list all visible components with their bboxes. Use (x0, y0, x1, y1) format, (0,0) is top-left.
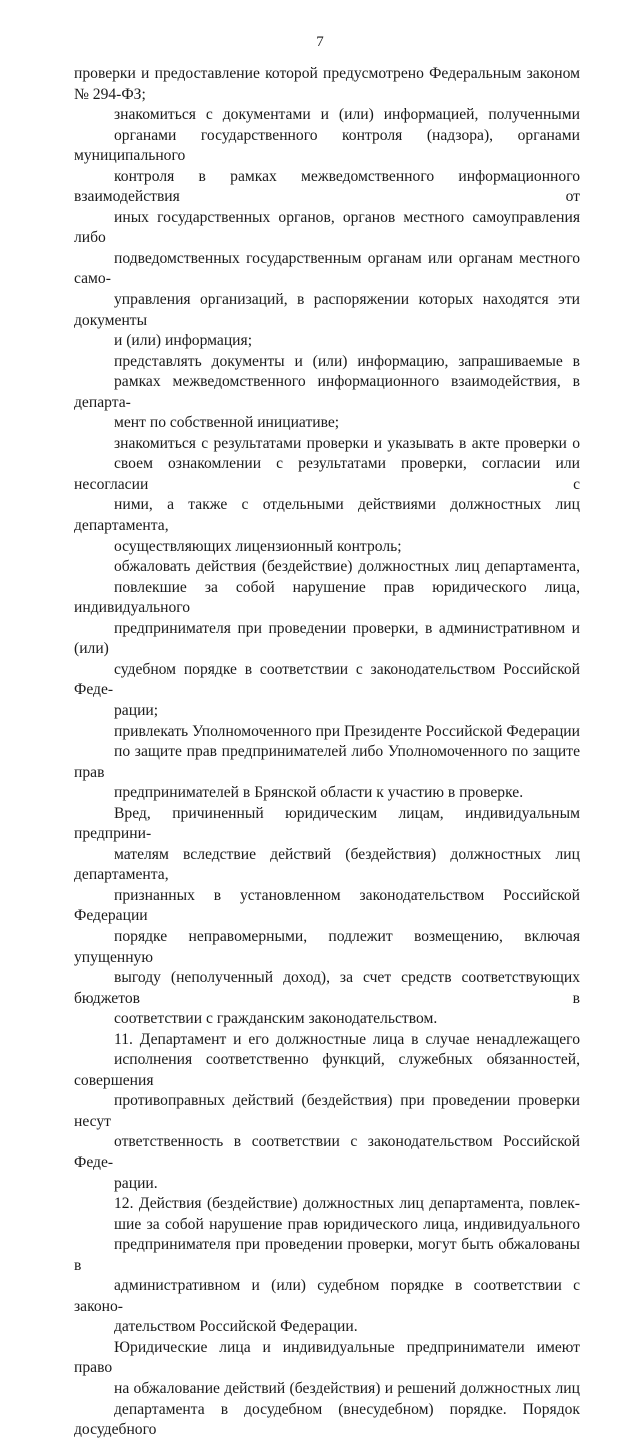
text-line: ответственность в соответствии с законодательством Российской Феде- (74, 1133, 580, 1171)
text-line: судебном порядке в соответствии с законодательством Российской Феде- (74, 660, 580, 699)
text-line: Юридические лица и индивидуальные предприниматели имеют право (74, 1338, 580, 1377)
text-line: предпринимателей в Брянской области к участию в проверке. (114, 784, 524, 802)
text-line: шие за собой нарушение прав юридического лица, индивидуального (114, 1215, 580, 1233)
text-line: знакомиться с документами и (или) информацией, полученными (114, 106, 580, 124)
text-line: по защите прав предпринимателей либо Уполномоченного по защите прав (74, 743, 580, 781)
paragraph (74, 1030, 580, 1194)
text-line: органами государственного контроля (надзора), органами муниципального (74, 126, 580, 165)
paragraph (74, 722, 580, 804)
text-line: повлекшие за собой нарушение прав юридического лица, индивидуального (74, 578, 580, 617)
paragraph (74, 64, 580, 105)
page-number: 7 (316, 34, 324, 50)
text-line: № 294-ФЗ; (74, 85, 146, 103)
paragraph (74, 105, 580, 352)
text-line: контроля в рамках межведомственного информационного взаимодействия от (74, 167, 580, 206)
text-line: рации; (114, 701, 159, 719)
text-line: выгоду (неполученный доход), за счет средств соответствующих бюджетов в (74, 969, 580, 1007)
text-line: на обжалование действий (бездействия) и решений должностных лиц (114, 1380, 580, 1397)
text-line: мент по собственной инициативе; (114, 414, 340, 432)
paragraph (74, 557, 580, 721)
paragraph (74, 434, 580, 557)
text-line: противоправных действий (бездействия) при проведении проверки несут (74, 1092, 580, 1130)
text-line: обжаловать действия (бездействие) должностных лиц департамента, (114, 558, 580, 576)
text-line: подведомственных государственным органам или органам местного само- (74, 249, 580, 288)
text-line: управления организаций, в распоряжении которых находятся эти документы (74, 291, 580, 329)
paragraph (74, 1194, 580, 1338)
paragraph (74, 352, 580, 434)
text-line: предпринимателя при проведении проверки, могут быть обжалованы в (74, 1236, 580, 1274)
text-line: соответствии с гражданским законодательством. (114, 1010, 438, 1028)
document-body (74, 64, 580, 1441)
text-line: осуществляющих лицензионный контроль; (114, 537, 402, 555)
text-line: и (или) информация; (114, 332, 253, 350)
paragraph (74, 1338, 580, 1441)
text-line: мателям вследствие действий (бездействия) должностных лиц департамента, (74, 845, 580, 884)
text-line: Вред, причиненный юридическим лицам, индивидуальным предприни- (74, 804, 580, 843)
text-line: привлекать Уполномоченного при Президенте Российской Федерации (114, 722, 580, 740)
text-line: департамента в досудебном (внесудебном) порядке. Порядок досудебного (74, 1400, 580, 1439)
text-line: проверки и предоставление которой предусмотрено Федеральным законом (74, 65, 580, 82)
text-line: признанных в установленном законодательством Российской Федерации (74, 886, 580, 925)
text-line: административном и (или) судебном порядке в соответствии с законо- (74, 1277, 580, 1315)
text-line: ними, а также с отдельными действиями должностных лиц департамента, (74, 496, 580, 535)
text-line: знакомиться с результатами проверки и указывать в акте проверки о (114, 434, 580, 452)
text-line: 12. Действия (бездействие) должностных лиц департамента, повлек- (114, 1195, 580, 1213)
text-line: рации. (114, 1174, 158, 1192)
text-line: исполнения соответственно функций, служебных обязанностей, совершения (74, 1051, 580, 1089)
text-line: дательством Российской Федерации. (114, 1318, 358, 1336)
text-line: порядке неправомерными, подлежит возмещению, включая упущенную (74, 927, 580, 966)
text-line: 11. Департамент и его должностные лица в случае ненадлежащего (114, 1030, 580, 1048)
text-line: иных государственных органов, органов местного самоуправления либо (74, 208, 580, 247)
paragraph (74, 804, 580, 1030)
text-line: представлять документы и (или) информацию, запрашиваемые в (114, 352, 580, 370)
text-line: предпринимателя при проведении проверки, в административном и (или) (74, 619, 580, 658)
text-line: своем ознакомлении с результатами проверки, согласии или несогласии с (74, 455, 580, 493)
text-line: рамках межведомственного информационного взаимодействия, в департа- (74, 373, 580, 411)
